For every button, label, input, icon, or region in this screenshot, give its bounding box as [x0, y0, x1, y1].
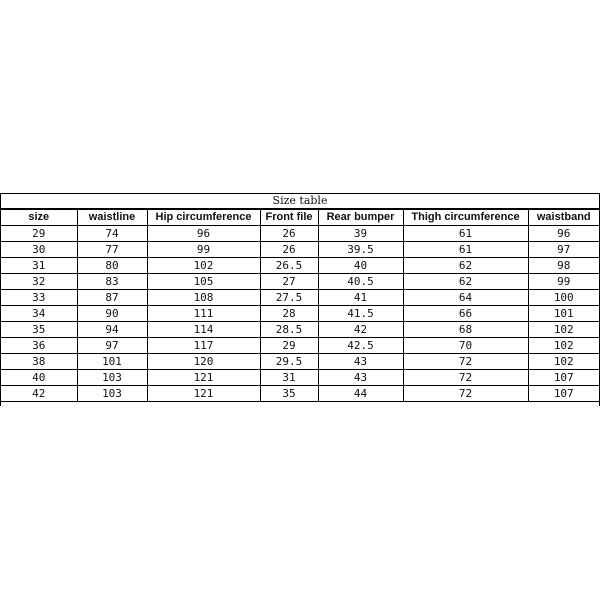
table-cell: 64 [403, 290, 528, 306]
table-cell: 39 [318, 226, 403, 242]
table-cell: 97 [528, 242, 599, 258]
header-row [1, 210, 599, 226]
table-title: Size table [1, 193, 599, 209]
table-cell: 61 [403, 226, 528, 242]
table-cell: 29.5 [260, 354, 318, 370]
table-cell: 103 [77, 386, 147, 402]
table-cell: 33 [1, 290, 77, 306]
table-cell: 70 [403, 338, 528, 354]
table-cell: 97 [77, 338, 147, 354]
table-cell: 35 [260, 386, 318, 402]
table-cell: 32 [1, 274, 77, 290]
table-cell: 27 [260, 274, 318, 290]
column-header-front-file: Front file [260, 210, 318, 226]
table-cell: 99 [528, 274, 599, 290]
table-cell: 28.5 [260, 322, 318, 338]
table-cell: 43 [318, 370, 403, 386]
table-cell: 99 [147, 242, 260, 258]
table-row [1, 226, 599, 242]
table-cell: 40 [318, 258, 403, 274]
table-row [1, 386, 599, 402]
size-grid [1, 209, 599, 402]
table-cell: 31 [260, 370, 318, 386]
size-table [0, 193, 600, 406]
table-cell: 68 [403, 322, 528, 338]
table-cell: 34 [1, 306, 77, 322]
table-cell: 61 [403, 242, 528, 258]
table-cell: 101 [528, 306, 599, 322]
table-cell: 102 [528, 322, 599, 338]
table-cell: 107 [528, 370, 599, 386]
table-cell: 121 [147, 370, 260, 386]
table-cell: 40.5 [318, 274, 403, 290]
table-cell: 90 [77, 306, 147, 322]
table-cell: 120 [147, 354, 260, 370]
table-cell: 31 [1, 258, 77, 274]
table-cell: 87 [77, 290, 147, 306]
table-cell: 43 [318, 354, 403, 370]
table-cell: 96 [147, 226, 260, 242]
table-cell: 62 [403, 258, 528, 274]
column-header-waistline: waistline [77, 210, 147, 226]
table-cell: 41.5 [318, 306, 403, 322]
table-cell: 27.5 [260, 290, 318, 306]
table-cell: 29 [1, 226, 77, 242]
table-cell: 83 [77, 274, 147, 290]
table-cell: 108 [147, 290, 260, 306]
table-cell: 29 [260, 338, 318, 354]
table-cell: 28 [260, 306, 318, 322]
table-cell: 26 [260, 226, 318, 242]
table-cell: 102 [147, 258, 260, 274]
table-row [1, 306, 599, 322]
table-cell: 44 [318, 386, 403, 402]
table-cell: 40 [1, 370, 77, 386]
table-row [1, 338, 599, 354]
table-row [1, 258, 599, 274]
table-cell: 26.5 [260, 258, 318, 274]
table-row [1, 370, 599, 386]
table-cell: 38 [1, 354, 77, 370]
table-row [1, 242, 599, 258]
table-cell: 42.5 [318, 338, 403, 354]
table-cell: 41 [318, 290, 403, 306]
table-cell: 62 [403, 274, 528, 290]
table-cell: 105 [147, 274, 260, 290]
table-cell: 36 [1, 338, 77, 354]
table-cell: 107 [528, 386, 599, 402]
table-cell: 35 [1, 322, 77, 338]
table-cell: 77 [77, 242, 147, 258]
table-cell: 102 [528, 338, 599, 354]
table-cell: 102 [528, 354, 599, 370]
table-row [1, 322, 599, 338]
table-cell: 72 [403, 370, 528, 386]
table-cell: 117 [147, 338, 260, 354]
table-row [1, 290, 599, 306]
table-cell: 94 [77, 322, 147, 338]
table-cell: 42 [1, 386, 77, 402]
column-header-waistband: waistband [528, 210, 599, 226]
table-cell: 96 [528, 226, 599, 242]
table-cell: 66 [403, 306, 528, 322]
table-cell: 121 [147, 386, 260, 402]
column-header-rear-bumper: Rear bumper [318, 210, 403, 226]
table-cell: 72 [403, 354, 528, 370]
table-cell: 80 [77, 258, 147, 274]
table-cell: 98 [528, 258, 599, 274]
table-row [1, 274, 599, 290]
table-cell: 114 [147, 322, 260, 338]
column-header-thigh: Thigh circumference [403, 210, 528, 226]
table-row [1, 354, 599, 370]
table-cell: 111 [147, 306, 260, 322]
table-cell: 100 [528, 290, 599, 306]
table-cell: 42 [318, 322, 403, 338]
table-cell: 30 [1, 242, 77, 258]
column-header-hip: Hip circumference [147, 210, 260, 226]
table-cell: 103 [77, 370, 147, 386]
table-cell: 101 [77, 354, 147, 370]
column-header-size: size [1, 210, 77, 226]
table-cell: 39.5 [318, 242, 403, 258]
table-cell: 74 [77, 226, 147, 242]
table-cell: 26 [260, 242, 318, 258]
table-cell: 72 [403, 386, 528, 402]
